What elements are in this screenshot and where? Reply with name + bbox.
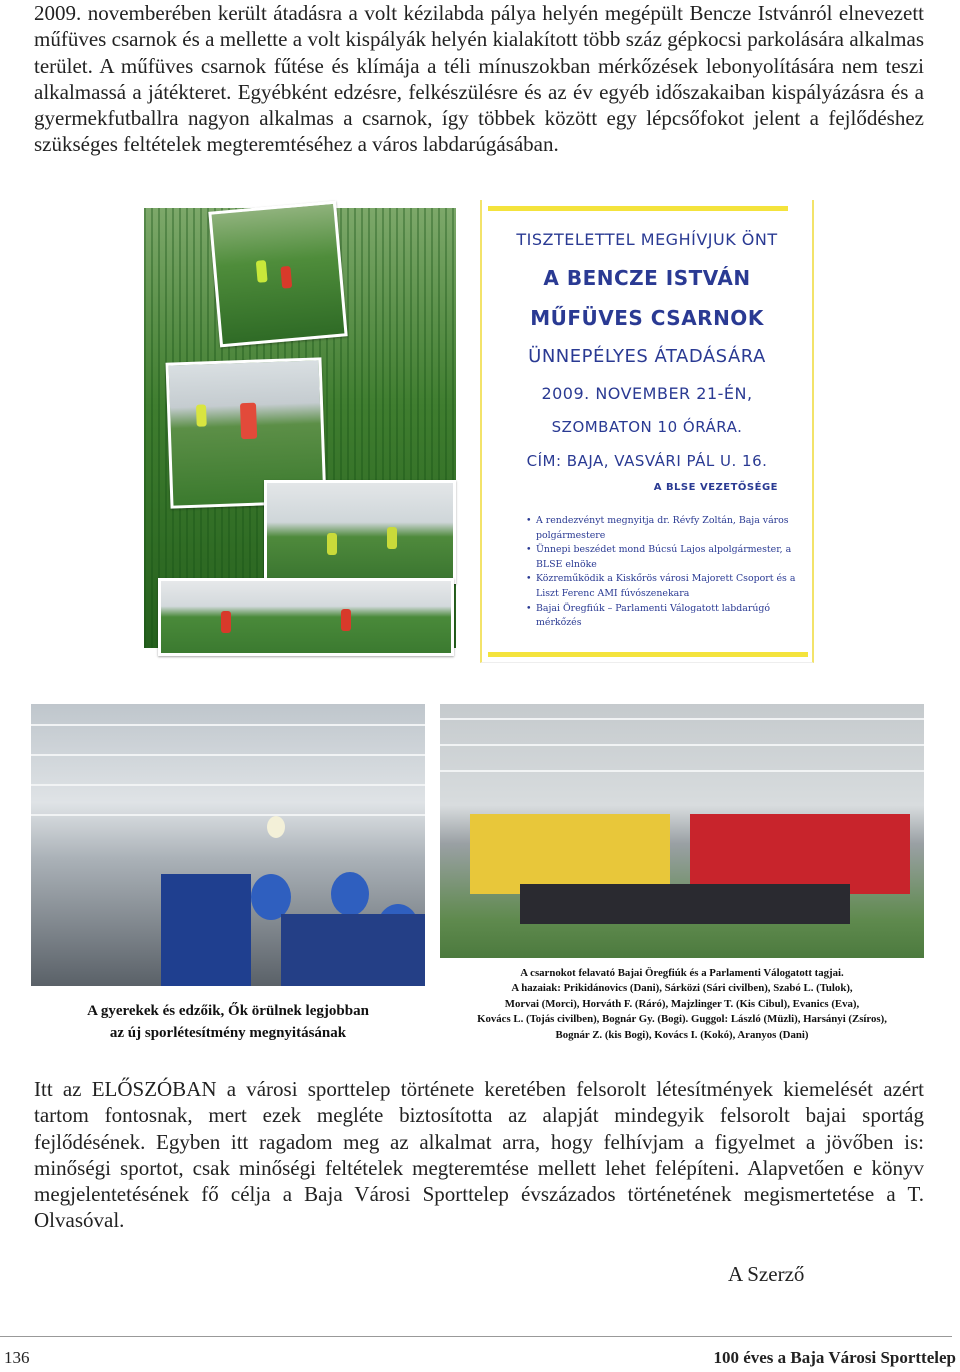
invitation-line: A BENCZE ISTVÁN — [543, 266, 751, 290]
player-figure — [327, 533, 337, 555]
caption-line: A gyerekek és edzőik, Ők örülnek legjobban — [87, 1003, 369, 1019]
caption-line: A hazaiak: Prikidánovics (Dani), Sárközi (Sári civilben), Szabó L. (Tulok), — [511, 982, 853, 995]
photo-children-balloons — [31, 704, 425, 986]
list-item: • Bajai Öregfiúk – Parlamenti Válogatott labdarúgó mérkőzés — [526, 602, 796, 631]
invitation-address: CÍM: BAJA, VASVÁRI PÁL U. 16. — [526, 452, 768, 470]
page-number: 136 — [4, 1348, 30, 1367]
invitation-accent-bar — [488, 206, 788, 211]
team-red-shirts — [690, 814, 910, 894]
player-figure — [240, 403, 257, 440]
roof-truss — [31, 784, 425, 786]
balloon — [331, 872, 369, 916]
caption-line: Bognár Z. (kis Bogi), Kovács I. (Kokó), Aranyos (Dani) — [555, 1028, 809, 1041]
caption-team — [440, 966, 924, 1043]
list-item: • A rendezvényt megnyitja dr. Révfy Zoltán, Baja város polgármestere — [526, 514, 796, 543]
photo-pitch-wide — [158, 578, 454, 656]
caption-line: A csarnokot felavató Bajai Öregfiúk és a Parlamenti Válogatott tagjai. — [520, 967, 844, 979]
footer-book-title: 100 éves a Baja Városi Sporttelep — [713, 1348, 956, 1367]
caption-children — [31, 1000, 425, 1044]
invitation-line: MŰFÜVES CSARNOK — [530, 306, 764, 330]
player-figure — [341, 609, 351, 631]
outro-paragraph: Itt az ELŐSZÓBAN a városi sporttelep története keretében felsorolt létesítmények kiemelését azért tartom fontosnak, mert ezek megléte biztosította az alapját mindegyik felsorolt bajai sportág fejlődésének. Egyben itt ragadom meg az alkalmat arra, hogy felhívjam a figyelmet a jövőben is: minőségi sportot, csak minőségi feltételek megteremtése mellett lehet felépíteni. Alapvetően e könyv megjelentetésének fő célja a Baja Városi Sporttelep évszázados történetének megismertetése a T. Olvasóval. — [34, 1077, 924, 1233]
invitation-card — [480, 200, 814, 663]
team-front-row — [520, 884, 850, 924]
photo-indoor-pitch — [264, 480, 456, 584]
list-item: • Ünnepi beszédet mond Búcsú Lajos alpolgármester, a BLSE elnöke — [526, 543, 796, 572]
player-figure — [256, 260, 268, 283]
caption-line: Kovács L. (Tojás civilben), Bognár Gy. (Bogi). Guggol: László (Müzli), Harsányi (Zsíros), — [477, 1013, 887, 1026]
group-of-people — [281, 914, 425, 986]
player-figure — [221, 611, 231, 633]
roof-truss — [31, 724, 425, 726]
invitation-line: TISZTELETTEL MEGHÍVJUK ÖNT — [516, 230, 778, 249]
caption-line: az új sporlétesítmény megnyitásának — [109, 1025, 347, 1041]
group-of-people — [161, 874, 251, 986]
list-item: • Közreműködik a Kiskőrös városi Majorett Csoport és a Liszt Ferenc AMI fúvószenekara — [526, 572, 796, 601]
player-figure — [196, 404, 207, 426]
player-figure — [280, 266, 292, 289]
invitation-program-list — [526, 514, 796, 631]
roof-truss — [440, 718, 924, 720]
intro-paragraph: 2009. novemberében került átadásra a volt kézilabda pálya helyén megépült Bencze Istvánról elnevezett műfüves csarnok és a mellette a volt kispályák helyén kialakított több száz gépkocsi parkolására alkalmas terület. A műfüves csarnok fűtése és klímája a téli mínuszokban mérkőzések lebonyolítására nem teszi alkalmassá a játékteret. Egyébként edzésre, felkészülésre és az év egyéb időszakaiban kispályázásra és a gyermekfutballra nagyon alkalmas a csarnok, így többek között egy lépcsőfokot jelent a fejlődéshez szükséges feltételek megteremtéséhez a város labdarúgásában. — [34, 1, 924, 157]
roof-truss — [31, 754, 425, 756]
player-figure — [387, 527, 397, 549]
caption-line: Morvai (Morci), Horváth F. (Ráró), Majzlinger T. (Kis Cibul), Evanics (Eva), — [504, 997, 860, 1010]
invitation-date: 2009. NOVEMBER 21-ÉN, — [541, 384, 753, 403]
team-yellow-shirts — [470, 814, 670, 894]
photo-kids-playing — [208, 201, 347, 348]
roof-truss — [440, 770, 924, 772]
invitation-line: ÜNNEPÉLYES ÁTADÁSÁRA — [528, 346, 766, 367]
roof-truss — [31, 814, 425, 816]
photo-team-group — [440, 704, 924, 958]
invitation-accent-bar — [488, 652, 808, 657]
photo-collage — [140, 190, 820, 670]
footer-divider — [0, 1336, 952, 1337]
roof-truss — [440, 744, 924, 746]
balloon — [267, 816, 285, 838]
author-signature: A Szerző — [728, 1262, 805, 1286]
invitation-signature: A BLSE VEZETŐSÉGE — [653, 482, 778, 493]
invitation-time: SZOMBATON 10 ÓRÁRA. — [551, 418, 743, 436]
